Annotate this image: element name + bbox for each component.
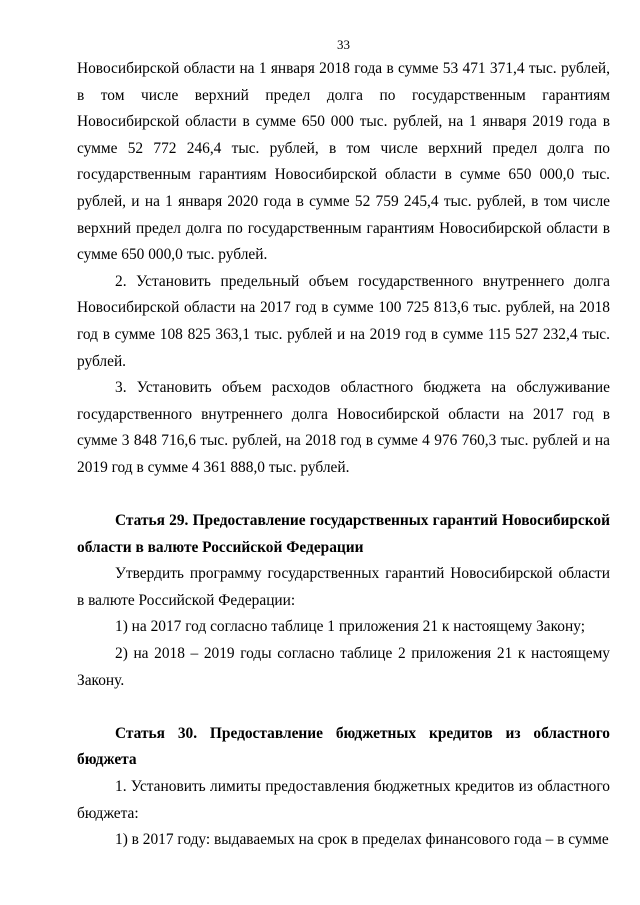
article-29-item-2017: 1) на 2017 год согласно таблице 1 приложения 21 к настоящему Закону; [115, 618, 586, 636]
section-spacer [77, 694, 610, 721]
paragraph-debt-service-expenses: 3. Установить объем расходов областного бюджета на обслуживание государственного внутреннего долга Новосибирской области на 2017 год в сумме 3 848 716,6 тыс. рублей, на 2018 год в сумме 4 976 760,3 тыс. рублей и на 2019 год в сумме 4 361 888,0 тыс. рублей. [77, 379, 610, 476]
article-30-item-2017: 1) в 2017 году: выдаваемых на срок в пределах финансового года – в сумме [115, 831, 609, 849]
article-30-paragraph-limits: 1. Установить лимиты предоставления бюджетных кредитов из областного бюджета: [77, 778, 610, 822]
article-30-heading: Статья 30. Предоставление бюджетных кредитов из областного бюджета [77, 724, 610, 769]
article-29-item-2018-2019: 2) на 2018 – 2019 годы согласно таблице 2 приложения 21 к настоящему Закону. [77, 645, 610, 689]
article-29-heading: Статья 29. Предоставление государственных гарантий Новосибирской области в валюте Российской Федерации [77, 512, 610, 556]
paragraph-debt-limits: Новосибирской области на 1 января 2018 года в сумме 53 471 371,4 тыс. рублей, в том числе верхний предел долга по государственным гарантиям Новосибирской области в сумме 650 000 тыс. рублей, на 1 января 2019 года в сумме 52 772 246,4 тыс. рублей, в том числе верхний предел долга по государственным гарантиям Новосибирской области в сумме 650 000,0 тыс. рублей, и на 1 января 2020 года в сумме 52 759 245,4 тыс. рублей, в том числе верхний предел долга по государственным гарантиям Новосибирской области в сумме 650 000,0 тыс. рублей. [77, 60, 610, 264]
paragraph-internal-debt-volume: 2. Установить предельный объем государственного внутреннего долга Новосибирской области на 2017 год в сумме 100 725 813,6 тыс. рублей, на 2018 год в сумме 108 825 363,1 тыс. рублей и на 2019 год в сумме 115 527 232,4 тыс. рублей. [77, 272, 610, 370]
document-body [77, 56, 610, 854]
page-number: 33 [337, 37, 350, 52]
section-spacer [77, 482, 610, 509]
article-29-paragraph-program: Утвердить программу государственных гарантий Новосибирской области в валюте Российской Федерации: [77, 565, 610, 609]
